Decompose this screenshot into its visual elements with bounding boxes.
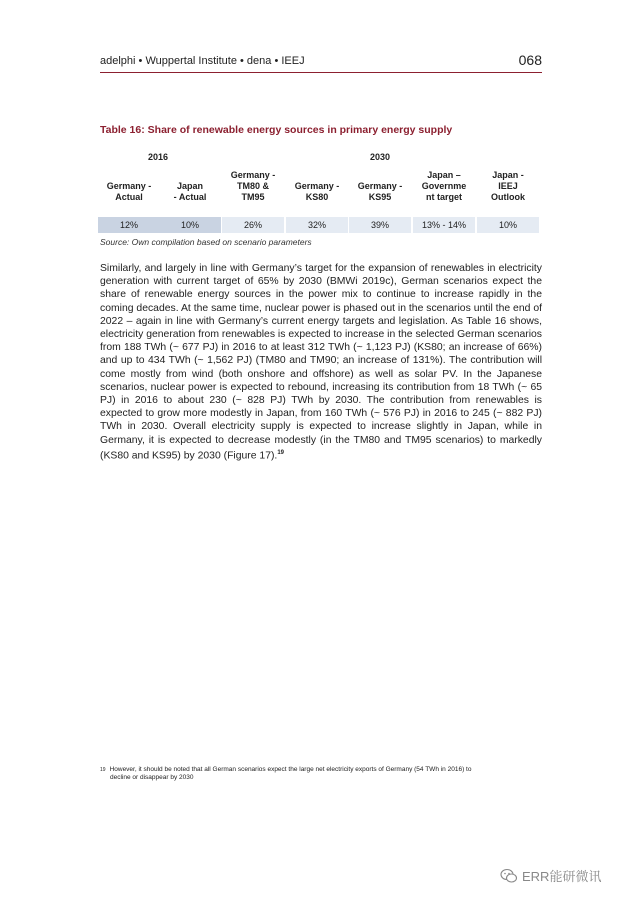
- page-header: [100, 52, 542, 73]
- column-header: Japan - IEEJ Outlook: [491, 170, 525, 202]
- table-source: Source: Own compilation based on scenario parameters: [100, 237, 312, 247]
- body-paragraph: [100, 262, 542, 463]
- watermark-text: ERR能研微讯: [522, 869, 602, 884]
- table-title: Table 16: Share of renewable energy sources in primary energy supply: [100, 124, 453, 136]
- footnote: [100, 766, 542, 782]
- column-header: Germany - Actual: [106, 181, 152, 202]
- column-header: Japan – Governme nt target: [421, 170, 467, 202]
- table-cell: 26%: [222, 217, 284, 233]
- column-header: Germany - KS95: [357, 181, 403, 202]
- watermark: [500, 866, 601, 885]
- footnote-reference[interactable]: 19: [277, 449, 285, 456]
- page-number: 068: [518, 52, 542, 68]
- column-header: Germany - KS80: [294, 181, 340, 202]
- column-header: Germany - TM80 & TM95: [230, 170, 276, 202]
- body-text: Similarly, and largely in line with Germany’s target for the expansion of renewables in electricity generation with current target of 65% by 2030 (BMWi 2019c), German scenarios expect the share of renewable energy sources in the power mix to continue to increase rapidly in the coming decades. At the same time, nuclear power is phased out in the scenarios until the end of 2022 – again in line with Germany’s current energy targets and legislation. As Table 16 shows, electricity generation from renewables is expected to increase in the selected German scenarios from 188 TWh (~ 677 PJ) in 2016 to at least 312 TWh (~ 1,123 PJ) (KS80; an increase of 66%) and up to 434 TWh (~ 1,562 PJ) (TM80 and TM90; an increase of 131%). The contribution will come mostly from wind (both onshore and offshore) as well as solar PV. In the Japanese scenarios, nuclear power is expected to rebound, increasing its contribution from 18 TWh (~ 65 PJ) in 2016 to about 230 (~ 828 PJ) TWh by 2030. The contribution from renewables is expected to grow more modestly in Japan, from 160 TWh (~ 576 PJ) in 2016 to 245 (~ 882 PJ) TWh in 2030. Overall electricity supply is expected to increase slightly in Japan, while in Germany, it is expected to decrease modestly (in the TM80 and TM95 scenarios) to markedly (KS80 and KS95) by 2030 (Figure 17).: [100, 263, 542, 462]
- table-cell: 10%: [477, 217, 539, 233]
- footnote-text: However, it should be noted that all German scenarios expect the large net electricity exports of Germany (54 TWh in 2016) to: [109, 766, 472, 773]
- column-header: Japan - Actual: [173, 181, 207, 202]
- header-publishers: adelphi • Wuppertal Institute • dena • IEEJ: [100, 55, 305, 67]
- footnote-number: 19: [100, 767, 106, 773]
- year-2016-label: 2016: [148, 152, 169, 162]
- year-2030-label: 2030: [370, 152, 391, 162]
- table-cell: 32%: [286, 217, 348, 233]
- wechat-icon: [500, 868, 518, 884]
- table-cell: 12%: [98, 217, 160, 233]
- table-cell: 39%: [349, 217, 411, 233]
- footnote-text-continued: decline or disappear by 2030: [110, 774, 194, 781]
- table-cell: 13% - 14%: [413, 217, 475, 233]
- table-cell: 10%: [159, 217, 221, 233]
